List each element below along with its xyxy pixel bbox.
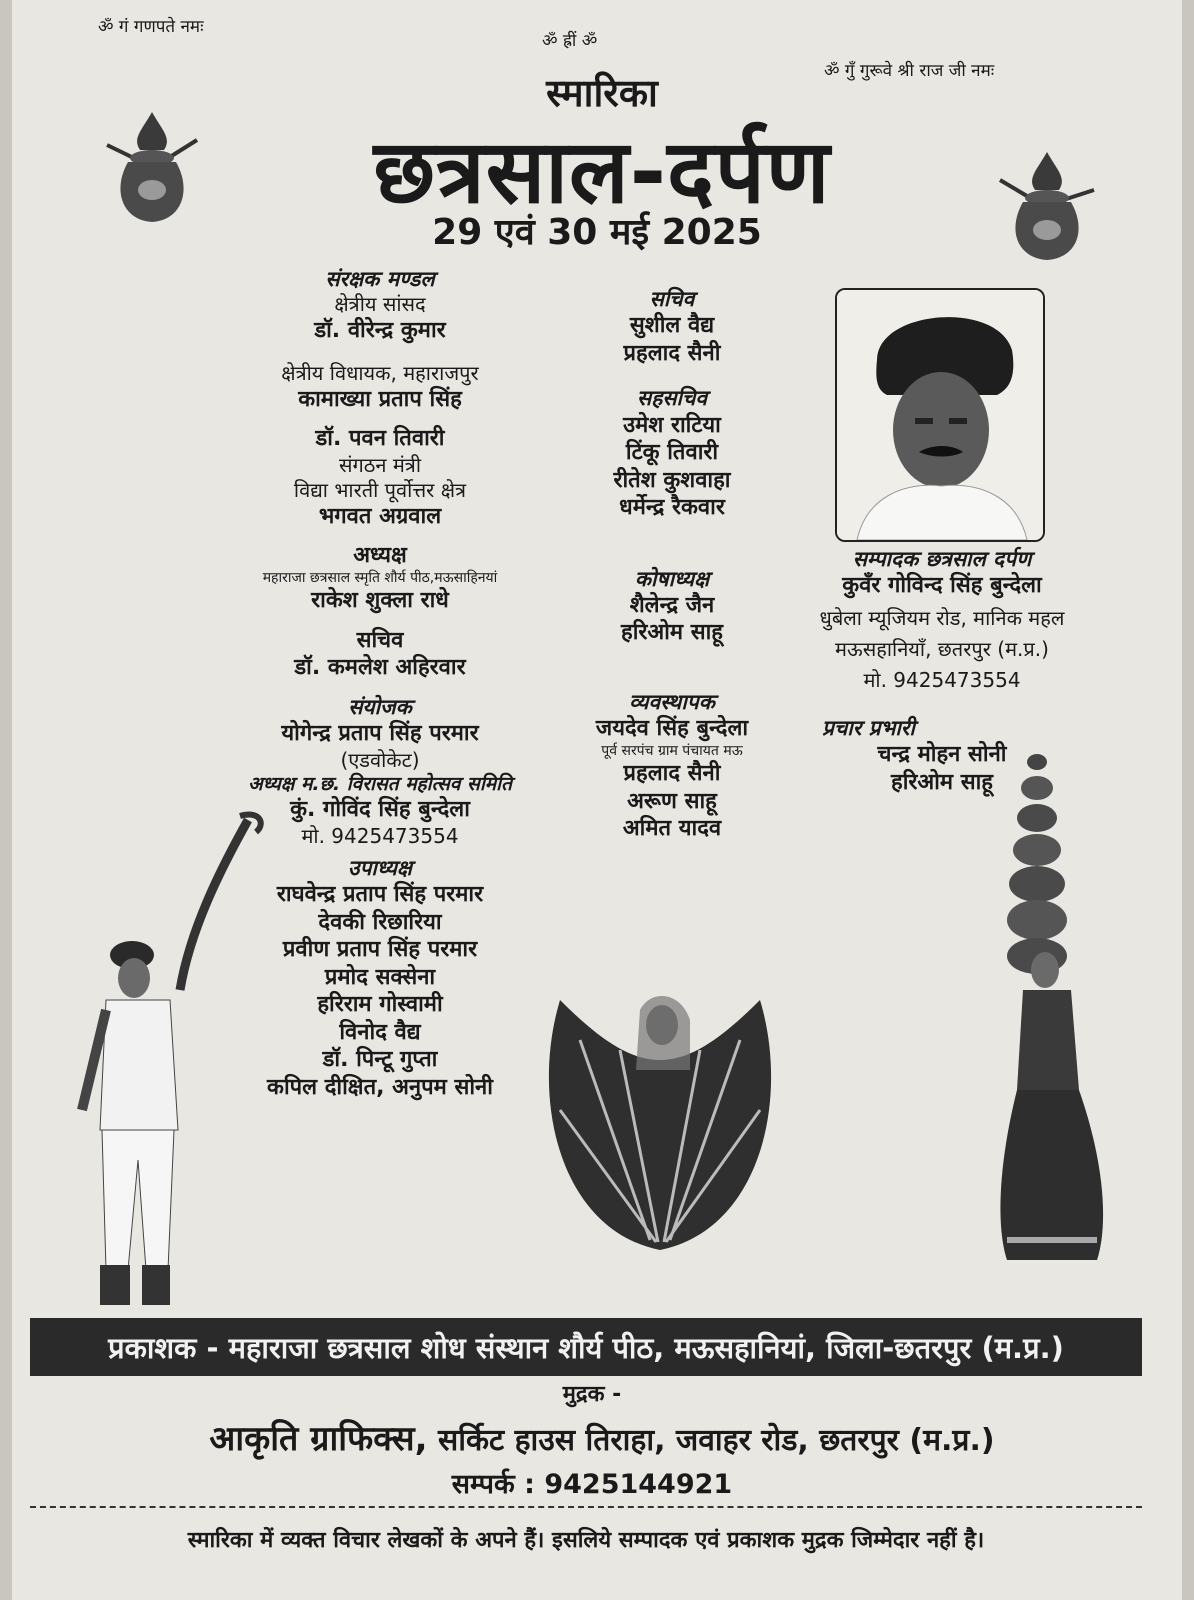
sachiv-heading-left: सचिव <box>356 627 404 653</box>
invocation-right: ॐ गुँ गुरूवे श्री राज जी नमः <box>824 61 995 81</box>
sangathan-role: संगठन मंत्री <box>338 452 422 477</box>
upadhyaksh-heading: उपाध्यक्ष <box>347 855 412 880</box>
dancer-illustration <box>540 980 780 1270</box>
editor-portrait-image <box>837 290 1043 540</box>
invocation-left: ॐ गं गणपते नमः <box>98 17 204 37</box>
upadhyaksh-name-8: कपिल दीक्षित, अनुपम सोनी <box>267 1074 493 1100</box>
horn-player-illustration <box>70 810 270 1310</box>
pot-dancer-illustration <box>987 750 1117 1290</box>
sanyojak-heading: संयोजक <box>348 694 412 719</box>
sahsachiv-heading: सहसचिव <box>637 386 707 411</box>
editor-name: कुवँर गोविन्द सिंह बुन्देला <box>842 573 1042 599</box>
printer-line <box>102 1414 1102 1460</box>
vyavasthapak-name-3: अरूण साहू <box>627 788 717 814</box>
patron-heading: संरक्षक मण्डल <box>325 267 435 291</box>
vidya-role: विद्या भारती पूर्वोत्तर क्षेत्र <box>293 477 467 502</box>
sachiv-name-left: डॉ. कमलेश अहिरवार <box>294 655 466 681</box>
sahsachiv-name-2: टिंकू तिवारी <box>625 440 719 465</box>
koshadhyaksh-name-2: हरिओम साहू <box>621 620 723 646</box>
sanyojak-note: (एडवोकेट) <box>340 747 420 772</box>
middle-column <box>552 286 792 843</box>
printer-address: सर्किट हाउस तिराहा, जवाहर रोड, छतरपुर (म.प्र.) <box>437 1423 995 1458</box>
souvenir-subtitle: स्मारिका <box>546 71 658 115</box>
printer-contact: सम्पर्क : 9425144921 <box>451 1469 733 1500</box>
koshadhyaksh-name-1: शैलेन्द्र जैन <box>629 592 715 618</box>
adhyaksh-name: राकेश शुक्ला राधे <box>311 588 449 614</box>
adhyaksh-heading: अध्यक्ष <box>353 543 407 569</box>
sahsachiv-name-4: धर्मेन्द्र रैकवार <box>619 495 725 520</box>
prachar-heading: प्रचार प्रभारी <box>822 715 915 740</box>
event-date: 29 एवं 30 मई 2025 <box>432 212 762 253</box>
souvenir-page <box>12 0 1182 1600</box>
upadhyaksh-name-4: प्रमोद सक्सेना <box>324 964 436 990</box>
mp-role: क्षेत्रीय सांसद <box>334 292 426 317</box>
editor-photo <box>835 288 1045 542</box>
editor-address-2: मऊसहानियाँ, छतरपुर (म.प्र.) <box>835 636 1049 661</box>
kalash-left-illustration <box>102 110 202 230</box>
sahsachiv-name-3: रीतेश कुशवाहा <box>613 467 731 493</box>
editor-address-1: धुबेला म्यूजियम रोड, मानिक महल <box>819 605 1065 630</box>
vyavasthapak-name: जयदेव सिंह बुन्देला <box>595 716 749 741</box>
adhyaksh-org: महाराजा छत्रसाल स्मृति शौर्य पीठ,मऊसाहिनयां <box>262 569 498 586</box>
printer-name: आकृति ग्राफिक्स, <box>209 1419 428 1459</box>
prachar-name-2: हरिओम साहू <box>891 769 993 795</box>
printer-label: मुद्रक - <box>562 1382 622 1407</box>
upadhyaksh-name-7: डॉ. पिन्टू गुप्ता <box>322 1047 438 1072</box>
vyavasthapak-name-2: प्रहलाद सैनी <box>623 761 721 786</box>
sanyojak-name: योगेन्द्र प्रताप सिंह परमार <box>281 721 479 746</box>
vyavasthapak-note: पूर्व सरपंच ग्राम पंचायत मऊ <box>601 742 743 759</box>
upadhyaksh-name-6: विनोद वैद्य <box>339 1019 421 1045</box>
pawan-name: डॉ. पवन तिवारी <box>315 426 445 452</box>
upadhyaksh-name-1: राघवेन्द्र प्रताप सिंह परमार <box>276 882 484 907</box>
page-title: छत्रसाल-दर्पण <box>373 120 831 223</box>
sachiv-name-1: सुशील वैद्य <box>629 313 715 339</box>
vyavasthapak-name-4: अमित यादव <box>622 816 722 841</box>
mla-name: कामाख्या प्रताप सिंह <box>298 386 462 412</box>
upadhyaksh-name-2: देवकी रिछारिया <box>318 909 442 935</box>
vyavasthapak-heading: व्यवस्थापक <box>629 689 715 714</box>
footer-divider <box>30 1506 1142 1508</box>
mp-name: डॉ. वीरेन्द्र कुमार <box>314 318 446 344</box>
invocation-center: ॐ ह्रीं ॐ <box>542 31 598 51</box>
sahsachiv-name-1: उमेश राटिया <box>623 412 721 438</box>
upadhyaksh-name-5: हरिराम गोस्वामी <box>317 992 443 1017</box>
sachiv-heading-middle: सचिव <box>649 287 695 311</box>
publisher-band <box>30 1318 1142 1376</box>
editor-heading: सम्पादक छत्रसाल दर्पण <box>852 547 1032 571</box>
koshadhyaksh-heading: कोषाध्यक्ष <box>634 566 710 591</box>
bhagwat-name: भगवत अग्रवाल <box>318 503 442 529</box>
publisher-text: प्रकाशक - महाराजा छत्रसाल शोध संस्थान शौर्य पीठ, मऊसहानियां, जिला-छतरपुर (म.प्र.) <box>108 1330 1064 1365</box>
mla-role: क्षेत्रीय विधायक, महाराजपुर <box>281 360 479 385</box>
kalash-right-illustration <box>997 150 1097 265</box>
virasat-mobile: मो. 9425473554 <box>301 823 459 848</box>
virasat-heading: अध्यक्ष म.छ. विरासत महोत्सव समिति <box>248 772 512 795</box>
upadhyaksh-name-3: प्रवीण प्रताप सिंह परमार <box>282 937 478 962</box>
prachar-name-1: चन्द्र मोहन सोनी <box>877 742 1007 767</box>
virasat-name: कुं. गोविंद सिंह बुन्देला <box>290 797 470 823</box>
sachiv-name-2: प्रहलाद सैनी <box>623 340 721 366</box>
disclaimer: स्मारिका में व्यक्त विचार लेखकों के अपने हैं। इसलिये सम्पादक एवं प्रकाशक मुद्रक जिम्मेदार नहीं है। <box>187 1528 985 1553</box>
editor-mobile: मो. 9425473554 <box>863 667 1021 692</box>
